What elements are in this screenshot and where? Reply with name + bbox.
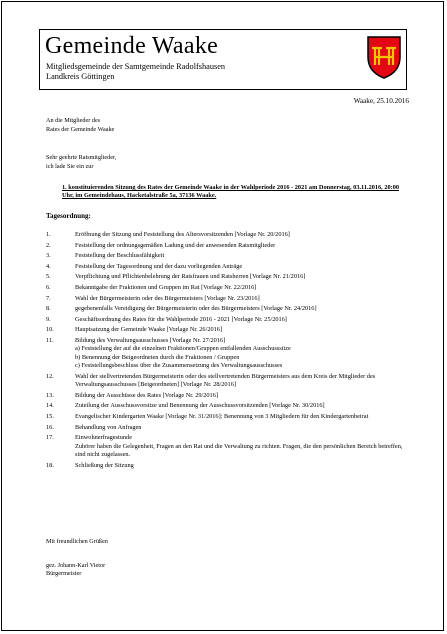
agenda-item-text: Bildung der Ausschüsse des Rates [Vorlage Nr. 29/2016] xyxy=(75,391,218,399)
agenda-item-body xyxy=(75,337,408,371)
closing-line: Mit freundlichen Grüßen xyxy=(46,538,108,545)
agenda-item-text: Behandlung von Anfragen xyxy=(75,423,142,431)
agenda-item-number: 16. xyxy=(46,423,54,431)
salutation-line: ich lade Sie ein zur xyxy=(46,162,94,170)
agenda-item-number: 15. xyxy=(46,412,54,420)
agenda-item-body xyxy=(75,305,408,313)
salutation-line: Sehr geehrte Ratsmitglieder, xyxy=(46,154,117,161)
signature-name: gez. Johann-Karl Vietor xyxy=(46,562,106,569)
agenda-subitem: b) Benennung der Beigeordneten durch die Fraktionen / Gruppen xyxy=(75,353,240,361)
letter-date: Waake, 25.10.2016 xyxy=(353,97,409,105)
municipality-title: Gemeinde Waake xyxy=(45,33,219,59)
agenda-item-number: 9. xyxy=(46,315,51,323)
agenda-list xyxy=(46,231,408,472)
agenda-item-body xyxy=(75,434,408,459)
agenda-item xyxy=(46,402,408,410)
recipient-line: An die Mitglieder des xyxy=(46,117,101,124)
letterhead xyxy=(39,29,407,90)
agenda-item-text: Einwohnerfragestunde xyxy=(75,434,133,442)
agenda-item-body xyxy=(75,273,408,281)
agenda-item-number: 11. xyxy=(46,336,54,344)
agenda-item xyxy=(46,337,408,371)
agenda-item xyxy=(46,373,408,390)
agenda-subitem: Zuhörer haben die Gelegenheit, Fragen an den Rat und die Verwaltung zu richten. Fragen, die den persönlichen Bereich betreffen, sind nicht zugelassen. xyxy=(75,442,403,458)
agenda-item-number: 14. xyxy=(46,402,54,410)
agenda-item xyxy=(46,231,408,239)
meeting-subject: 1. konstituierenden Sitzung des Rates der Gemeinde Waake in der Wahlperiode 2016 - 2021 am Donnerstag, 03.11.2016, 20:00 Uhr, im Gemeindehaus, Hacketalstraße 5a, 37136 Waake. xyxy=(62,184,400,200)
agenda-item-number: 4. xyxy=(46,262,51,270)
agenda-item-text: Verpflichtung und Pflichtenbelehrung der Ratsfrauen und Ratsherren [Vorlage Nr. 21/2016] xyxy=(75,273,306,281)
agenda-item-text: Feststellung der Beschlussfähigkeit xyxy=(75,252,165,260)
agenda-heading: Tagesordnung: xyxy=(46,212,91,220)
agenda-item-number: 6. xyxy=(46,283,51,291)
agenda-item-number: 1. xyxy=(46,231,51,238)
agenda-item xyxy=(46,263,408,271)
agenda-item-text: Feststellung der Tagesordnung und der dazu vorliegenden Anträge xyxy=(75,262,243,270)
agenda-item xyxy=(46,434,408,459)
agenda-item-text: Zuteilung der Ausschussvorsitze und Benennung der Ausschussvorsitzenden [Vorlage Nr. 30/2016] xyxy=(75,402,325,410)
agenda-item xyxy=(46,242,408,250)
agenda-item-text: Wahl der Bürgermeisterin oder des Bürgermeisters [Vorlage Nr. 23/2016] xyxy=(75,294,260,302)
agenda-item-number: 2. xyxy=(46,241,51,249)
agenda-item-number: 10. xyxy=(46,326,54,334)
agenda-item-number: 13. xyxy=(46,391,54,399)
agenda-item-text: Wahl der stellvertretenden Bürgermeisterin oder des stellvertretenden Bürgermeisters aus dem Kreis der Mitglieder des Verwaltungsausschusses [Beigeordneten] [Vorlage Nr. 28/2016] xyxy=(75,372,376,389)
agenda-item-body xyxy=(75,252,408,260)
agenda-item-body xyxy=(75,402,408,410)
agenda-item-body xyxy=(75,392,408,400)
letterhead-subtitle-2: Landkreis Göttingen xyxy=(46,72,115,81)
agenda-item-text: Schließung der Sitzung xyxy=(75,461,134,469)
agenda-item-number: 5. xyxy=(46,273,51,281)
agenda-item xyxy=(46,316,408,324)
agenda-item xyxy=(46,252,408,260)
agenda-item xyxy=(46,295,408,303)
agenda-item-number: 3. xyxy=(46,252,51,260)
agenda-item-text: Bildung des Verwaltungsausschusses [Vorlage Nr. 27/2016] xyxy=(75,336,226,344)
agenda-item-body xyxy=(75,295,408,303)
agenda-item-text: gegebenenfalls Vereidigung der Bürgermeisterin oder des Bürgermeisters [Vorlage Nr. 24/2016] xyxy=(75,305,317,313)
agenda-item xyxy=(46,326,408,334)
letterhead-subtitle-1: Mitgliedsgemeinde der Samtgemeinde Radolfshausen xyxy=(46,62,226,71)
agenda-item xyxy=(46,392,408,400)
salutation xyxy=(46,154,116,171)
signature-block xyxy=(46,562,105,578)
agenda-item-text: Evangelischer Kindergarten Waake [Vorlage Nr. 31/2016]: Benennung von 3 Mitgliedern für den Kindergartenbeirat xyxy=(75,412,369,420)
agenda-item-number: 12. xyxy=(46,372,54,380)
agenda-item-number: 17. xyxy=(46,434,54,442)
agenda-item-body xyxy=(75,462,408,470)
agenda-item-text: Geschäftsordnung des Rates für die Wahlperiode 2016 - 2021 [Vorlage Nr. 25/2016] xyxy=(75,315,287,323)
agenda-item-body xyxy=(75,316,408,324)
recipient-block xyxy=(46,117,114,134)
agenda-item-number: 8. xyxy=(46,305,51,313)
agenda-item-body xyxy=(75,413,408,421)
agenda-item xyxy=(46,284,408,292)
agenda-item-text: Feststellung der ordnungsgemäßen Ladung und der anwesenden Ratsmitglieder xyxy=(75,241,276,249)
signature-role: Bürgermeister xyxy=(46,570,82,578)
agenda-item-number: 18. xyxy=(46,461,54,469)
agenda-subitem: c) Feststellungsbeschluss über die Zusammensetzung des Verwaltungsausschusses xyxy=(75,362,283,370)
agenda-item-body xyxy=(75,263,408,271)
agenda-item-text: Eröffnung der Sitzung und Feststellung des Altersvorsitzenden [Vorlage Nr. 20/2016] xyxy=(75,231,290,238)
agenda-item-body xyxy=(75,424,408,432)
recipient-line: Rates der Gemeinde Waake xyxy=(46,125,115,133)
agenda-item-body xyxy=(75,373,408,390)
agenda-item xyxy=(46,273,408,281)
agenda-item-body xyxy=(75,326,408,334)
agenda-subitem: a) Feststellung der auf die einzelnen Fraktionen/Gruppen entfallenden Ausschusssitze xyxy=(75,345,291,353)
coat-of-arms-icon xyxy=(366,35,402,80)
agenda-item xyxy=(46,462,408,470)
agenda-item-body xyxy=(75,284,408,292)
agenda-item-body xyxy=(75,231,408,239)
agenda-item xyxy=(46,305,408,313)
agenda-item-text: Bekanntgabe der Fraktionen und Gruppen im Rat [Vorlage Nr. 22/2016] xyxy=(75,283,257,291)
agenda-item-number: 7. xyxy=(46,294,51,302)
agenda-item xyxy=(46,424,408,432)
agenda-item xyxy=(46,413,408,421)
agenda-item-text: Hauptsatzung der Gemeinde Waake [Vorlage Nr. 26/2016] xyxy=(75,326,223,334)
agenda-item-body xyxy=(75,242,408,250)
